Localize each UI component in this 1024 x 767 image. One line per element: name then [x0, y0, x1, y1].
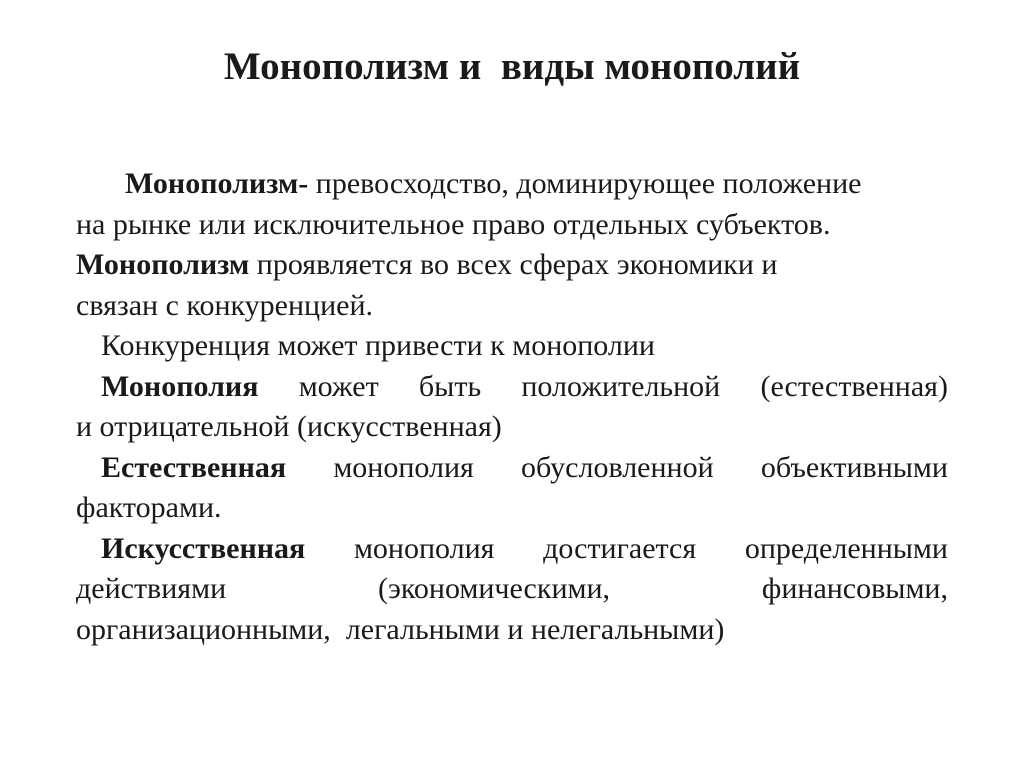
text-line: Конкуренция может привести к монополии: [101, 329, 655, 362]
text-run: превосходство, доминирующее положение: [308, 167, 862, 200]
text-line: организационными, легальными и нелегальными): [76, 612, 725, 646]
slide-title: Монополизм и виды монополий: [223, 45, 801, 88]
paragraph-monopoly-types: [76, 367, 948, 448]
word: монополия: [333, 450, 474, 484]
word: (естественная): [760, 369, 948, 403]
paragraph-monopolism-definition: [76, 164, 948, 245]
paragraph-competition: [76, 326, 948, 367]
word: (экономическими,: [377, 572, 611, 605]
bold-term: Монополия: [101, 369, 259, 403]
text-line: [76, 164, 948, 205]
paragraph-natural-monopoly: [76, 448, 948, 529]
text-line: [76, 245, 948, 286]
text-line: на рынке или исключительное право отдельных субъектов.: [76, 207, 831, 241]
word: может: [298, 369, 379, 403]
bold-term: Искусственная: [101, 531, 306, 565]
word: быть: [418, 369, 482, 403]
justified-line: [76, 367, 948, 408]
bold-term: Естественная: [101, 450, 287, 484]
word: действиями: [76, 572, 227, 605]
justified-line: [76, 448, 948, 489]
word: определенными: [744, 531, 948, 565]
word: монополия: [353, 531, 495, 565]
word: объективными: [760, 450, 948, 484]
slide-body: [76, 164, 948, 650]
text-line: и отрицательной (искусственная): [76, 410, 502, 443]
text-line: факторами.: [76, 491, 222, 524]
bold-term: Монополизм: [76, 248, 250, 281]
bold-term: Монополизм-: [125, 167, 309, 200]
text-line: связан с конкуренцией.: [76, 288, 374, 322]
paragraph-monopolism-spheres: [76, 245, 948, 326]
word: положительной: [521, 369, 721, 403]
word: финансовыми,: [761, 572, 948, 605]
text-run: проявляется во всех сферах экономики и: [249, 248, 778, 281]
justified-line: [76, 529, 948, 570]
paragraph-artificial-monopoly: [76, 529, 948, 651]
word: обусловленной: [521, 450, 714, 484]
word: достигается: [543, 531, 697, 565]
justified-line: [76, 569, 948, 610]
